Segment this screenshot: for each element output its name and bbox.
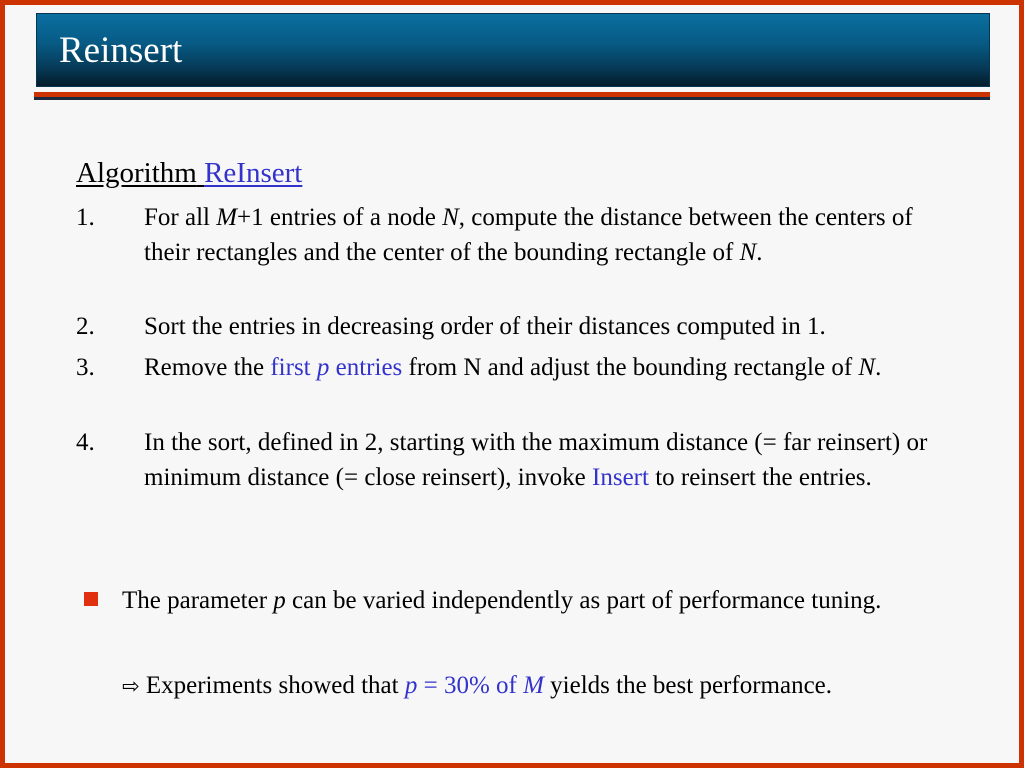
step-1	[76, 201, 956, 270]
step-number: 3.	[76, 354, 95, 381]
algorithm-heading	[76, 156, 302, 190]
bullet-text: The parameter p can be varied independently as part of performance tuning.	[122, 587, 882, 614]
hollow-arrow-icon: ⇨	[122, 674, 140, 698]
parameter-bullet	[84, 584, 944, 618]
step-number: 2.	[76, 313, 95, 340]
step-number: 1.	[76, 204, 95, 231]
square-bullet-icon	[84, 592, 98, 606]
step-3	[76, 351, 956, 386]
step-text: For all M+1 entries of a node N, compute the distance between the centers of their rectangles and the center of the bounding rectangle of N.	[144, 204, 913, 266]
algorithm-name: ReInsert	[204, 157, 303, 189]
step-2	[76, 310, 956, 345]
slide-title: Reinsert	[59, 30, 183, 71]
heading-prefix: Algorithm	[76, 157, 197, 189]
step-text: Sort the entries in decreasing order of their distances computed in 1.	[144, 313, 826, 340]
step-4	[76, 426, 956, 495]
experiment-subpoint: ⇨ Experiments showed that p = 30% of M yields the best performance.	[122, 672, 833, 699]
step-text: In the sort, defined in 2, starting with the maximum distance (= far reinsert) or minimum distance (= close reinsert), invoke Insert to reinsert the entries.	[144, 429, 928, 491]
step-number: 4.	[76, 429, 95, 456]
step-text: Remove the first p entries from N and adjust the bounding rectangle of N.	[144, 354, 882, 381]
